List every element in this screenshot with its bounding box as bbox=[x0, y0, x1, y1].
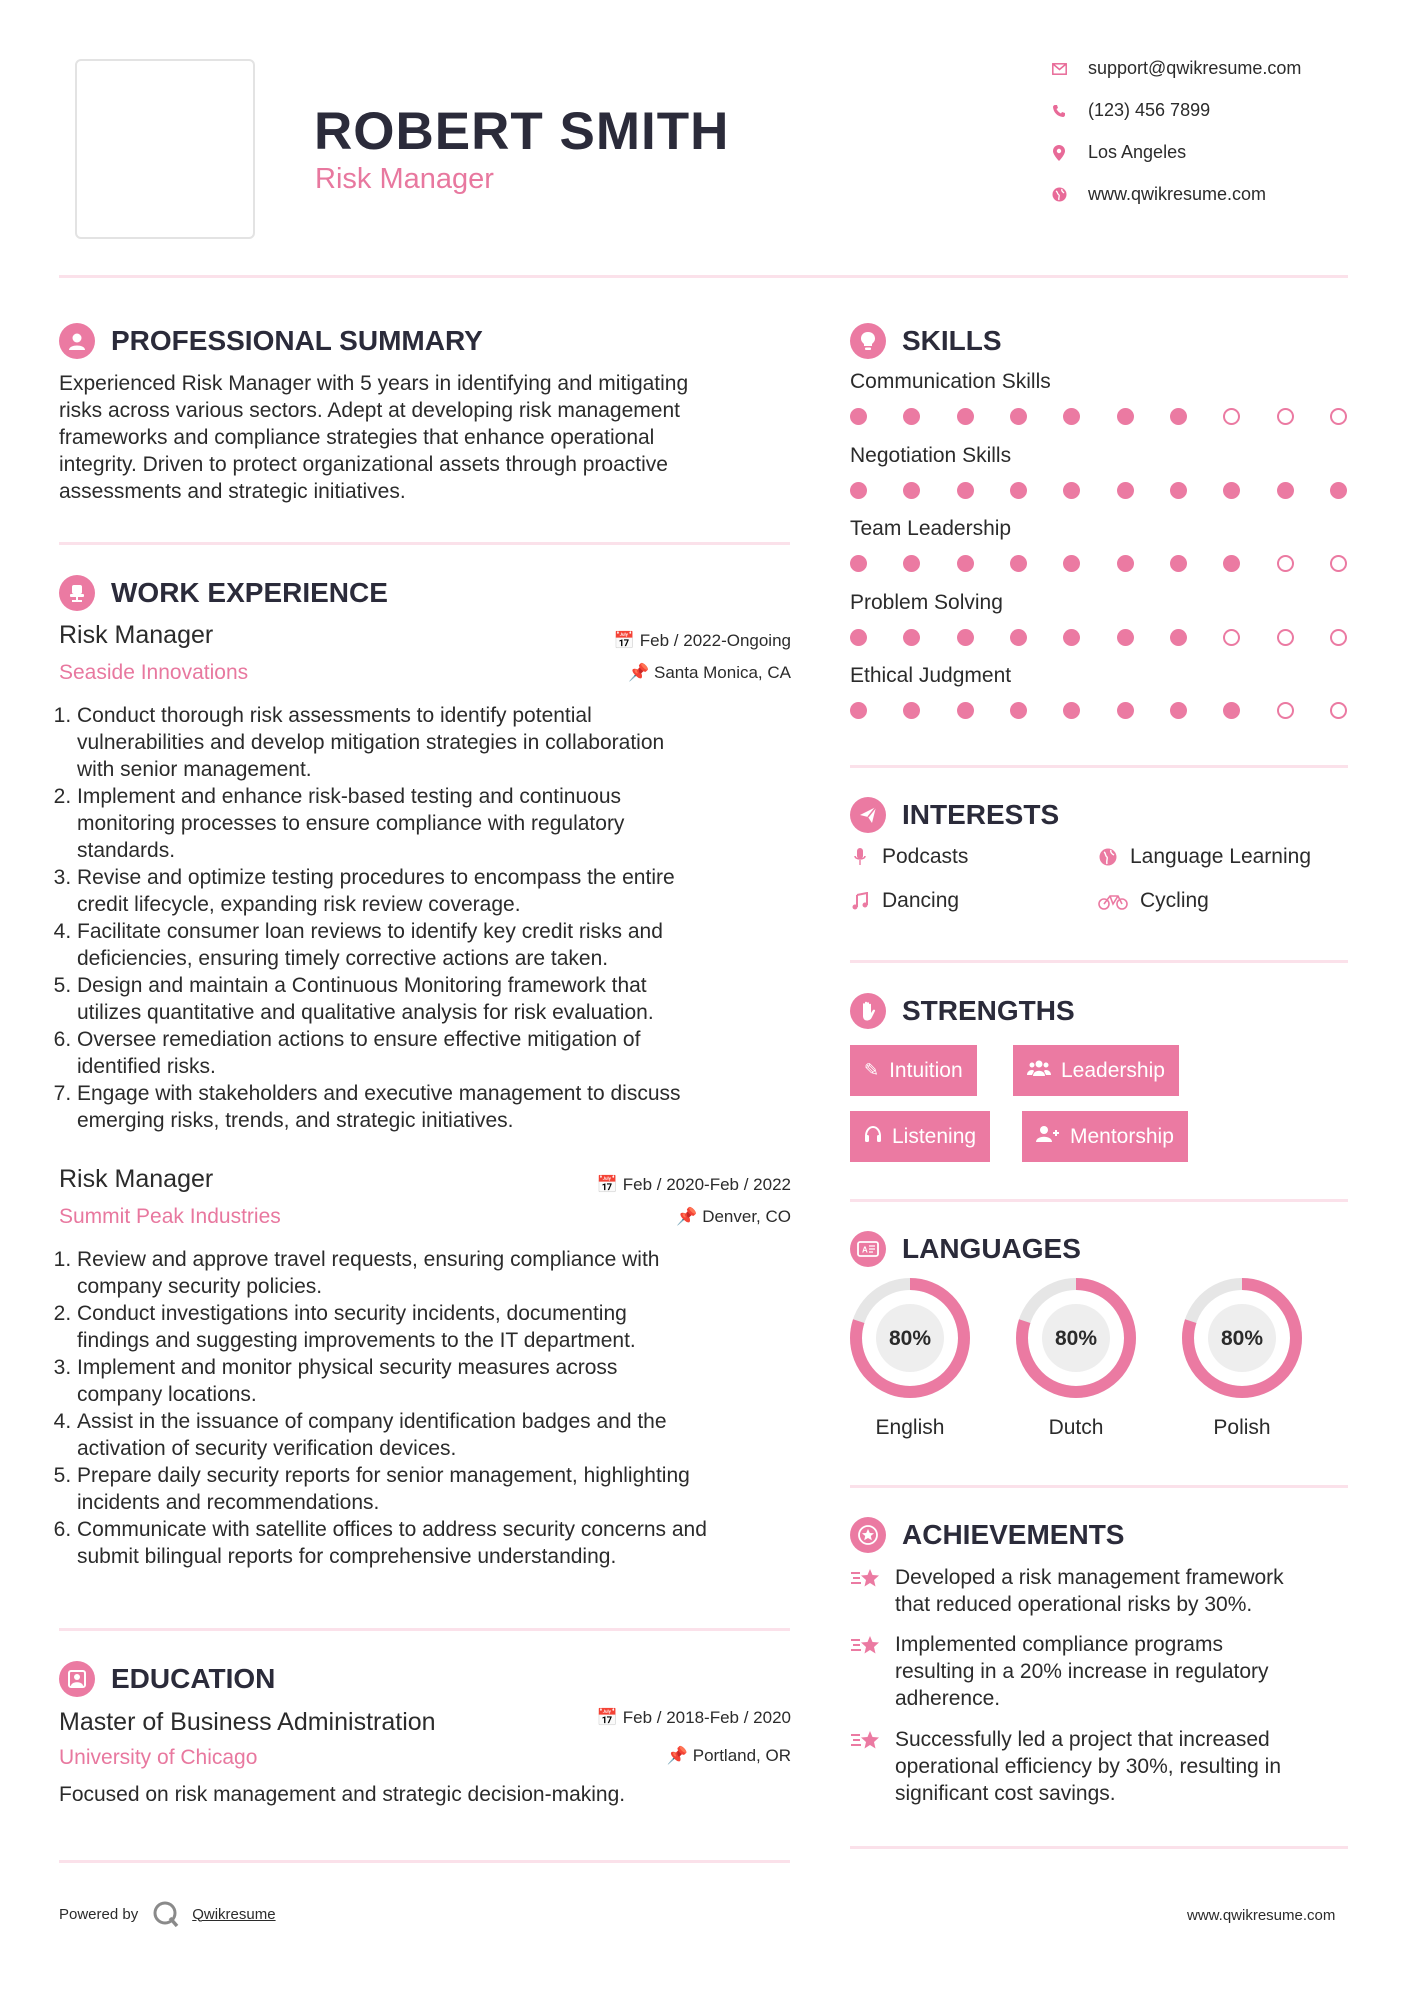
job-dates bbox=[560, 631, 791, 651]
list-item: 6. Oversee remediation actions to ensure effective mitigation of identified risks. bbox=[77, 1026, 804, 1080]
job-responsibilities bbox=[59, 1246, 804, 1570]
language-name: Polish bbox=[1213, 1416, 1271, 1439]
experience-heading bbox=[59, 575, 388, 611]
achievement-item bbox=[850, 1631, 1350, 1712]
job-location bbox=[560, 1207, 791, 1227]
summary-line: integrity. Driven to protect organizational assets through proactive bbox=[59, 453, 668, 476]
globe-icon bbox=[1098, 847, 1118, 867]
achievements-divider bbox=[850, 1846, 1348, 1849]
rating-dot-filled bbox=[850, 555, 867, 572]
rating-dot-filled bbox=[850, 482, 867, 499]
achievement-item bbox=[850, 1726, 1350, 1807]
calendar-icon: 📅 bbox=[596, 1175, 619, 1194]
rating-dot-filled bbox=[1117, 408, 1134, 425]
language-percent: 80% bbox=[1220, 1327, 1264, 1350]
rating-dot-filled bbox=[1170, 702, 1187, 719]
rating-dot-empty bbox=[1277, 629, 1294, 646]
skill-item bbox=[850, 370, 1350, 444]
rating-dot-filled bbox=[850, 629, 867, 646]
rating-dot-filled bbox=[1223, 555, 1240, 572]
rating-dot-filled bbox=[1010, 555, 1027, 572]
shooting-star-icon bbox=[850, 1564, 880, 1618]
header-divider bbox=[59, 275, 1348, 278]
calendar-icon: 📅 bbox=[596, 1708, 619, 1727]
rating-dot-filled bbox=[903, 408, 920, 425]
footer-url[interactable]: www.qwikresume.com bbox=[1187, 1907, 1336, 1924]
job-dates-text: Feb / 2020-Feb / 2022 bbox=[622, 1175, 791, 1194]
user-plus-icon bbox=[1036, 1125, 1060, 1148]
rating-dot-filled bbox=[1170, 629, 1187, 646]
rating-dot-empty bbox=[1330, 555, 1347, 572]
skill-item bbox=[850, 517, 1350, 591]
profile-photo-placeholder bbox=[75, 59, 255, 239]
rating-dot-filled bbox=[903, 555, 920, 572]
phone-icon bbox=[1050, 102, 1068, 120]
rating-dot-empty bbox=[1277, 408, 1294, 425]
language-percent: 80% bbox=[1054, 1327, 1098, 1350]
language-item bbox=[1172, 1277, 1312, 1440]
strength-tag-mentorship bbox=[1022, 1111, 1188, 1162]
interests-divider bbox=[850, 960, 1348, 963]
language-card-icon bbox=[850, 1231, 886, 1267]
rating-dot-empty bbox=[1223, 408, 1240, 425]
list-item: 4. Assist in the issuance of company identification badges and the activation of security verification devices. bbox=[77, 1408, 804, 1462]
summary-divider bbox=[59, 542, 790, 545]
envelope-icon bbox=[1050, 60, 1068, 78]
languages-heading bbox=[850, 1231, 1081, 1267]
summary-line: assessments and strategic initiatives. bbox=[59, 480, 406, 503]
list-item: 5. Prepare daily security reports for senior management, highlighting incidents and recommendations. bbox=[77, 1462, 804, 1516]
rating-dot-filled bbox=[1063, 408, 1080, 425]
strength-tag-leadership bbox=[1013, 1045, 1179, 1096]
achievements-title: ACHIEVEMENTS bbox=[902, 1519, 1125, 1550]
footer-powered-by bbox=[59, 1900, 276, 1928]
education-school: University of Chicago bbox=[59, 1746, 258, 1769]
job-location-text: Santa Monica, CA bbox=[653, 663, 791, 682]
magic-wand-icon: ✎ bbox=[864, 1060, 880, 1080]
rating-dot-filled bbox=[957, 702, 974, 719]
strength-label: Intuition bbox=[889, 1058, 963, 1082]
interest-item-dancing bbox=[850, 889, 959, 913]
job-title: Risk Manager bbox=[59, 1165, 214, 1193]
strengths-title: STRENGTHS bbox=[902, 995, 1075, 1026]
achievement-line: Successfully led a project that increased bbox=[895, 1728, 1270, 1751]
list-item: 3. Implement and monitor physical security measures across company locations. bbox=[77, 1354, 804, 1408]
achievement-line: significant cost savings. bbox=[895, 1782, 1116, 1805]
rating-dot-filled bbox=[1170, 482, 1187, 499]
pushpin-icon: 📌 bbox=[676, 1207, 698, 1226]
achievement-line: resulting in a 20% increase in regulatory bbox=[895, 1660, 1269, 1683]
summary-text bbox=[59, 370, 799, 505]
rating-dot-filled bbox=[850, 408, 867, 425]
list-item: 2. Implement and enhance risk-based testing and continuous monitoring processes to ensure compliance with regulatory standards. bbox=[77, 783, 804, 864]
strength-tag-intuition bbox=[850, 1045, 977, 1096]
education-dates bbox=[540, 1708, 791, 1728]
contact-location-text: Los Angeles bbox=[1088, 142, 1187, 162]
bicycle-icon bbox=[1098, 891, 1128, 911]
strength-label: Mentorship bbox=[1070, 1124, 1174, 1148]
globe-icon bbox=[1050, 186, 1068, 204]
rating-dot-filled bbox=[850, 702, 867, 719]
skill-rating bbox=[850, 555, 1347, 572]
contact-phone[interactable] bbox=[1050, 100, 1210, 121]
skill-name: Negotiation Skills bbox=[850, 443, 1012, 467]
interests-title: INTERESTS bbox=[902, 799, 1060, 830]
rating-dot-filled bbox=[1010, 629, 1027, 646]
education-location bbox=[560, 1746, 791, 1766]
list-item: 5. Design and maintain a Continuous Monitoring framework that utilizes quantitative and qualitative analysis for risk evaluation. bbox=[77, 972, 804, 1026]
rating-dot-filled bbox=[957, 555, 974, 572]
strengths-heading bbox=[850, 993, 1075, 1029]
hand-icon bbox=[850, 993, 886, 1029]
education-location-text: Portland, OR bbox=[692, 1746, 791, 1765]
rating-dot-filled bbox=[1117, 482, 1134, 499]
experience-divider bbox=[59, 1628, 790, 1631]
skill-rating bbox=[850, 702, 1347, 719]
rating-dot-filled bbox=[1063, 482, 1080, 499]
users-icon bbox=[1027, 1059, 1051, 1082]
contact-location bbox=[1050, 142, 1186, 163]
achievement-line: operational efficiency by 30%, resulting in bbox=[895, 1755, 1282, 1778]
interest-label: Language Learning bbox=[1130, 845, 1312, 868]
achievement-item bbox=[850, 1564, 1350, 1618]
strength-label: Listening bbox=[892, 1124, 977, 1148]
interest-item-podcasts bbox=[850, 845, 968, 869]
skill-item bbox=[850, 664, 1350, 738]
interest-item-language-learning bbox=[1098, 845, 1311, 869]
skill-rating bbox=[850, 629, 1347, 646]
footer-brand-link[interactable]: Qwikresume bbox=[192, 1905, 276, 1923]
interest-label: Podcasts bbox=[882, 845, 969, 868]
language-name: Dutch bbox=[1048, 1416, 1104, 1439]
skill-name: Ethical Judgment bbox=[850, 664, 1012, 687]
rating-dot-filled bbox=[1010, 408, 1027, 425]
skill-rating bbox=[850, 408, 1347, 425]
shooting-star-icon bbox=[850, 1631, 880, 1712]
contact-email-text: support@qwikresume.com bbox=[1088, 58, 1302, 78]
pushpin-icon: 📌 bbox=[628, 663, 650, 682]
summary-title: PROFESSIONAL SUMMARY bbox=[111, 325, 483, 356]
achievement-line: adherence. bbox=[895, 1687, 1001, 1710]
languages-list bbox=[840, 1277, 1350, 1437]
rating-dot-empty bbox=[1330, 408, 1347, 425]
skills-list bbox=[850, 370, 1350, 738]
education-dates-text: Feb / 2018-Feb / 2020 bbox=[622, 1708, 791, 1727]
candidate-name: ROBERT SMITH bbox=[314, 102, 730, 161]
achievements-heading bbox=[850, 1517, 1124, 1553]
language-progress-ring bbox=[840, 1277, 980, 1401]
job-location bbox=[560, 663, 791, 683]
rating-dot-filled bbox=[1010, 702, 1027, 719]
contact-website-text: www.qwikresume.com bbox=[1088, 184, 1267, 204]
powered-by-text: Powered by bbox=[59, 1905, 139, 1923]
headphones-icon bbox=[864, 1125, 882, 1148]
language-progress-ring bbox=[1006, 1277, 1146, 1401]
education-divider bbox=[59, 1860, 790, 1863]
language-percent: 80% bbox=[888, 1327, 932, 1350]
strength-tag-listening bbox=[850, 1111, 990, 1162]
rating-dot-filled bbox=[957, 408, 974, 425]
strengths-divider bbox=[850, 1199, 1348, 1202]
list-item: 1. Conduct thorough risk assessments to identify potential vulnerabilities and develop mitigation strategies in collaboration with senior management. bbox=[77, 702, 804, 783]
rating-dot-filled bbox=[1223, 482, 1240, 499]
lightbulb-icon bbox=[850, 323, 886, 359]
rating-dot-filled bbox=[1223, 702, 1240, 719]
briefcase-chair-icon bbox=[59, 575, 95, 611]
education-title: EDUCATION bbox=[111, 1663, 276, 1694]
candidate-role: Risk Manager bbox=[315, 163, 494, 195]
list-item: 1. Review and approve travel requests, ensuring compliance with company security policies. bbox=[77, 1246, 804, 1300]
job-title: Risk Manager bbox=[59, 621, 214, 649]
rating-dot-filled bbox=[1010, 482, 1027, 499]
star-badge-icon bbox=[850, 1517, 886, 1553]
skills-divider bbox=[850, 765, 1348, 768]
interest-label: Dancing bbox=[882, 889, 960, 912]
job-company: Summit Peak Industries bbox=[59, 1205, 281, 1228]
experience-title: WORK EXPERIENCE bbox=[111, 577, 388, 608]
list-item: 6. Communicate with satellite offices to address security concerns and submit bilingual reports for comprehensive understanding. bbox=[77, 1516, 804, 1570]
rating-dot-filled bbox=[1117, 629, 1134, 646]
svg-text:A: A bbox=[862, 1245, 868, 1255]
list-item: 4. Facilitate consumer loan reviews to identify key credit risks and deficiencies, ensuring timely corrective actions are taken. bbox=[77, 918, 804, 972]
rating-dot-empty bbox=[1277, 555, 1294, 572]
rating-dot-filled bbox=[1117, 555, 1134, 572]
language-name: English bbox=[875, 1416, 945, 1439]
skills-heading bbox=[850, 323, 1002, 359]
language-item bbox=[840, 1277, 980, 1440]
achievement-line: Implemented compliance programs bbox=[895, 1633, 1223, 1656]
rating-dot-filled bbox=[1063, 555, 1080, 572]
skill-name: Communication Skills bbox=[850, 370, 1051, 393]
pushpin-icon: 📌 bbox=[666, 1746, 688, 1765]
summary-line: risks across various sectors. Adept at developing risk management bbox=[59, 399, 680, 422]
skill-name: Problem Solving bbox=[850, 590, 1003, 614]
interest-label: Cycling bbox=[1140, 889, 1209, 912]
skill-item bbox=[850, 444, 1350, 518]
graduate-icon bbox=[59, 1661, 95, 1697]
music-icon bbox=[850, 891, 870, 911]
map-pin-icon bbox=[1050, 144, 1068, 162]
interests-heading bbox=[850, 797, 1059, 833]
achievement-line: Developed a risk management framework bbox=[895, 1566, 1284, 1589]
language-item bbox=[1006, 1277, 1146, 1440]
languages-divider bbox=[850, 1485, 1348, 1488]
rating-dot-filled bbox=[903, 629, 920, 646]
summary-line: Experienced Risk Manager with 5 years in identifying and mitigating bbox=[59, 372, 689, 395]
rating-dot-filled bbox=[903, 482, 920, 499]
rating-dot-empty bbox=[1277, 702, 1294, 719]
interest-item-cycling bbox=[1098, 889, 1209, 913]
education-heading bbox=[59, 1661, 275, 1697]
skills-title: SKILLS bbox=[902, 325, 1002, 356]
qwikresume-logo-icon bbox=[152, 1900, 180, 1928]
languages-title: LANGUAGES bbox=[902, 1233, 1081, 1264]
strength-label: Leadership bbox=[1061, 1058, 1165, 1082]
rating-dot-filled bbox=[1277, 482, 1294, 499]
rating-dot-filled bbox=[1063, 702, 1080, 719]
rating-dot-empty bbox=[1223, 629, 1240, 646]
rating-dot-filled bbox=[1063, 629, 1080, 646]
list-item: 2. Conduct investigations into security incidents, documenting findings and suggesting improvements to the IT department. bbox=[77, 1300, 804, 1354]
rating-dot-empty bbox=[1330, 702, 1347, 719]
rating-dot-filled bbox=[957, 629, 974, 646]
rating-dot-filled bbox=[1330, 482, 1347, 499]
job-dates-text: Feb / 2022-Ongoing bbox=[639, 631, 791, 650]
skill-item bbox=[850, 591, 1350, 665]
contact-website[interactable] bbox=[1050, 184, 1266, 205]
rating-dot-filled bbox=[957, 482, 974, 499]
contact-email[interactable] bbox=[1050, 58, 1301, 79]
list-item: 7. Engage with stakeholders and executive management to discuss emerging risks, trends, and strategic initiatives. bbox=[77, 1080, 804, 1134]
skill-name: Team Leadership bbox=[850, 517, 1012, 540]
skill-rating bbox=[850, 482, 1347, 499]
rating-dot-filled bbox=[1170, 408, 1187, 425]
rating-dot-filled bbox=[1117, 702, 1134, 719]
summary-line: frameworks and compliance strategies that enhance operational bbox=[59, 426, 655, 449]
user-icon bbox=[59, 323, 95, 359]
summary-heading bbox=[59, 323, 483, 359]
job-company: Seaside Innovations bbox=[59, 661, 249, 684]
achievement-line: that reduced operational risks by 30%. bbox=[895, 1593, 1253, 1616]
microphone-icon bbox=[850, 847, 870, 867]
rating-dot-empty bbox=[1330, 629, 1347, 646]
shooting-star-icon bbox=[850, 1726, 880, 1807]
list-item: 3. Revise and optimize testing procedures to encompass the entire credit lifecycle, expanding risk review coverage. bbox=[77, 864, 804, 918]
rating-dot-filled bbox=[1170, 555, 1187, 572]
education-note: Focused on risk management and strategic decision-making. bbox=[59, 1783, 626, 1806]
job-responsibilities bbox=[59, 702, 804, 1134]
calendar-icon: 📅 bbox=[613, 631, 636, 650]
job-dates bbox=[540, 1175, 791, 1195]
education-degree: Master of Business Administration bbox=[59, 1708, 436, 1736]
job-location-text: Denver, CO bbox=[702, 1207, 791, 1226]
paper-plane-icon bbox=[850, 797, 886, 833]
language-progress-ring bbox=[1172, 1277, 1312, 1401]
contact-phone-text: (123) 456 7899 bbox=[1088, 100, 1211, 120]
rating-dot-filled bbox=[903, 702, 920, 719]
